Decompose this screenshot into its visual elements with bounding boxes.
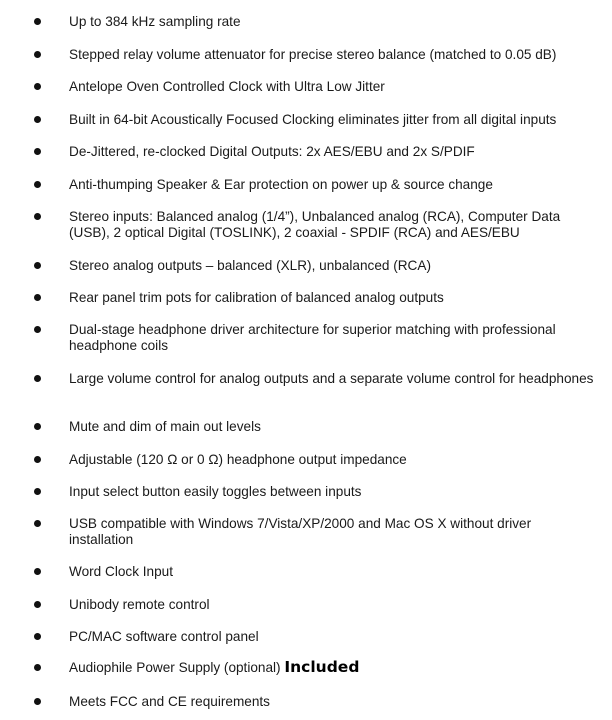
feature-text: Up to 384 kHz sampling rate [69,14,241,29]
feature-text: Adjustable (120 Ω or 0 Ω) headphone output impedance [69,452,407,467]
bullet-icon [34,568,41,575]
feature-text: Antelope Oven Controlled Clock with Ultra Low Jitter [69,79,385,94]
bullet-icon [34,423,41,430]
bullet-icon [34,326,41,333]
bullet-icon [34,51,41,58]
included-badge: Included [284,658,360,676]
bullet-icon [34,213,41,220]
bullet-icon [34,181,41,188]
bullet-icon [34,262,41,269]
feature-text: Word Clock Input [69,564,174,579]
bullet-icon [34,698,41,705]
feature-text: Mute and dim of main out levels [69,419,261,434]
bullet-icon [34,294,41,301]
bullet-icon [34,375,41,382]
feature-text: Stereo analog outputs – balanced (XLR), unbalanced (RCA) [69,258,431,273]
bullet-icon [34,116,41,123]
bullet-icon [34,488,41,495]
feature-text: Anti-thumping Speaker & Ear protection on power up & source change [69,177,493,192]
feature-text-with-highlight [69,659,599,676]
feature-text: PC/MAC software control panel [69,629,259,644]
feature-text: Meets FCC and CE requirements [69,694,270,709]
feature-text: Dual-stage headphone driver architecture for superior matching with professional headphone coils [69,322,556,353]
feature-text: Input select button easily toggles between inputs [69,484,362,499]
bullet-icon [34,148,41,155]
feature-text: Stereo inputs: Balanced analog (1/4”), Unbalanced analog (RCA), Computer Data (USB), 2 optical Digital (TOSLINK), 2 coaxial - SPDIF (RCA) and AES/EBU [69,209,561,240]
feature-text: Audiophile Power Supply (optional) [69,660,285,675]
bullet-icon [34,633,41,640]
bullet-icon [34,456,41,463]
feature-text: De-Jittered, re-clocked Digital Outputs: 2x AES/EBU and 2x S/PDIF [69,144,475,159]
feature-text: Unibody remote control [69,597,210,612]
bullet-icon [34,601,41,608]
feature-text: Built in 64-bit Acoustically Focused Clocking eliminates jitter from all digital inputs [69,112,557,127]
bullet-icon [34,83,41,90]
feature-text: Rear panel trim pots for calibration of balanced analog outputs [69,290,444,305]
feature-text: USB compatible with Windows 7/Vista/XP/2000 and Mac OS X without driver installation [69,516,532,547]
feature-text: Stepped relay volume attenuator for precise stereo balance (matched to 0.05 dB) [69,47,557,62]
bullet-icon [34,664,41,671]
feature-text: Large volume control for analog outputs and a separate volume control for headphones [69,371,594,386]
bullet-icon [34,520,41,527]
bullet-icon [34,18,41,25]
